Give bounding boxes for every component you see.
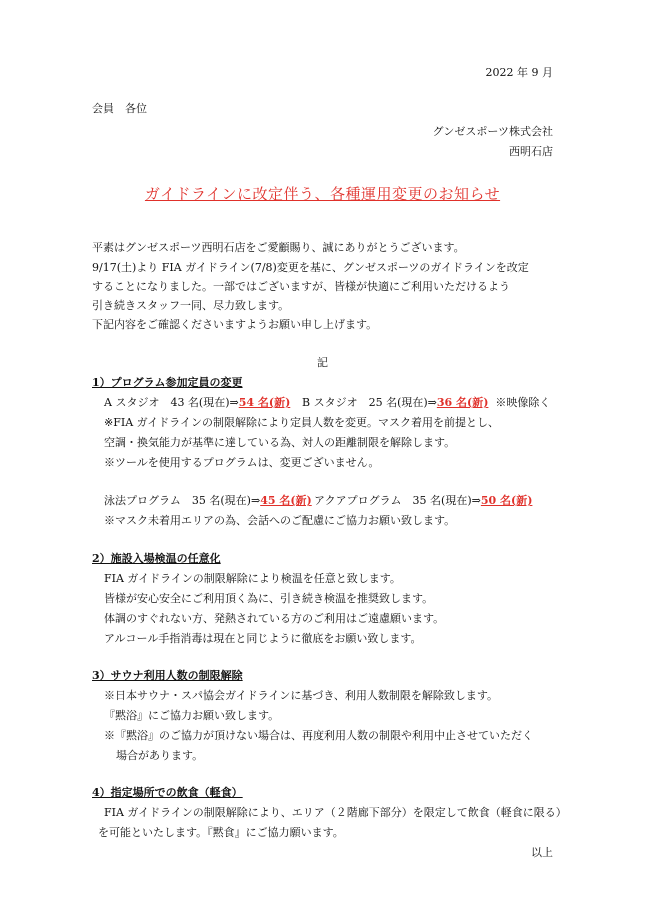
section-1-heading: 1）プログラム参加定員の変更 <box>92 376 243 389</box>
studio-capacity-row <box>104 396 290 410</box>
company-name: グンゼスポーツ株式会社 <box>432 125 553 138</box>
closing-mark: 以上 <box>531 846 553 859</box>
section-3-line-3: ※『黙浴』のご協力が頂けない場合は、再度利用人数の制限や利用中止させていただく <box>104 729 533 742</box>
studio-a-new: 54 名(新) <box>238 396 291 409</box>
ki-marker: 記 <box>317 356 328 369</box>
branch-name: 西明石店 <box>509 145 553 158</box>
addressee: 会員 各位 <box>92 102 147 115</box>
section-2-line-1: FIA ガイドラインの制限解除により検温を任意と致します。 <box>104 572 401 585</box>
intro-line-4: 引き続きスタッフ一同、尽力致します。 <box>92 299 290 312</box>
intro-line-5: 下記内容をご確認くださいますようお願い申し上げます。 <box>92 318 378 331</box>
section-3-line-2: 『黙浴』にご協力お願い致します。 <box>104 709 280 722</box>
notice-title: ガイドラインに改定伴う、各種運用変更のお知らせ <box>144 185 501 203</box>
aqua-capacity-row <box>314 494 532 508</box>
section-1-note-1: ※FIA ガイドラインの制限解除により定員人数を変更。マスク着用を前提とし、 <box>104 416 499 429</box>
studio-b-label: B スタジオ 25 名(現在)⇒ <box>302 396 437 409</box>
section-3-line-1: ※日本サウナ・スパ協会ガイドラインに基づき、利用人数制限を解除致します。 <box>104 689 499 702</box>
section-1-note-2: 空調・換気能力が基準に達している為、対人の距離制限を解除します。 <box>104 436 456 449</box>
section-4-heading: 4）指定場所での飲食（軽食） <box>92 786 243 799</box>
section-3-heading: 3）サウナ利用人数の制限解除 <box>92 669 243 682</box>
section-1-note-3: ※ツールを使用するプログラムは、変更ございません。 <box>104 456 380 469</box>
section-2-heading: 2）施設入場検温の任意化 <box>92 552 221 565</box>
section-2-line-3: 体調のすぐれない方、発熱されている方のご利用はご遠慮願います。 <box>104 612 445 625</box>
aqua-label: アクアプログラム 35 名(現在)⇒ <box>314 494 481 507</box>
studio-b-new: 36 名(新) <box>436 396 489 409</box>
swim-new: 45 名(新) <box>260 494 312 507</box>
swim-capacity-row <box>104 494 312 508</box>
document-date: 2022 年 9 月 <box>485 66 553 79</box>
section-2-line-4: アルコール手指消毒は現在と同じように徹底をお願い致します。 <box>104 632 422 645</box>
section-4-line-2: を可能といたします。『黙食』にご協力願います。 <box>98 826 344 839</box>
studio-b-row <box>302 396 550 410</box>
section-4-line-1: FIA ガイドラインの制限解除により、エリア（２階廊下部分）を限定して飲食（軽食に限る） <box>104 806 567 819</box>
studio-b-note: ※映像除く <box>495 396 551 409</box>
intro-line-3: することになりました。一部ではございますが、皆様が快適にご利用いただけるよう <box>92 280 510 293</box>
intro-line-1: 平素はグンゼスポーツ西明石店をご愛顧賜り、誠にありがとうございます。 <box>92 241 465 254</box>
section-2-line-2: 皆様が安心安全にご利用頂く為に、引き続き検温を推奨致します。 <box>104 592 434 605</box>
intro-line-2: 9/17(土)より FIA ガイドライン(7/8)変更を基に、グンゼスポーツのガイドラインを改定 <box>92 261 529 274</box>
mask-note: ※マスク未着用エリアの為、会話へのご配慮にご協力お願い致します。 <box>104 514 456 527</box>
aqua-new: 50 名(新) <box>480 494 533 507</box>
studio-a-label: A スタジオ 43 名(現在)⇒ <box>104 396 239 409</box>
swim-label: 泳法プログラム 35 名(現在)⇒ <box>104 494 261 507</box>
section-3-line-4: 場合があります。 <box>116 749 204 762</box>
